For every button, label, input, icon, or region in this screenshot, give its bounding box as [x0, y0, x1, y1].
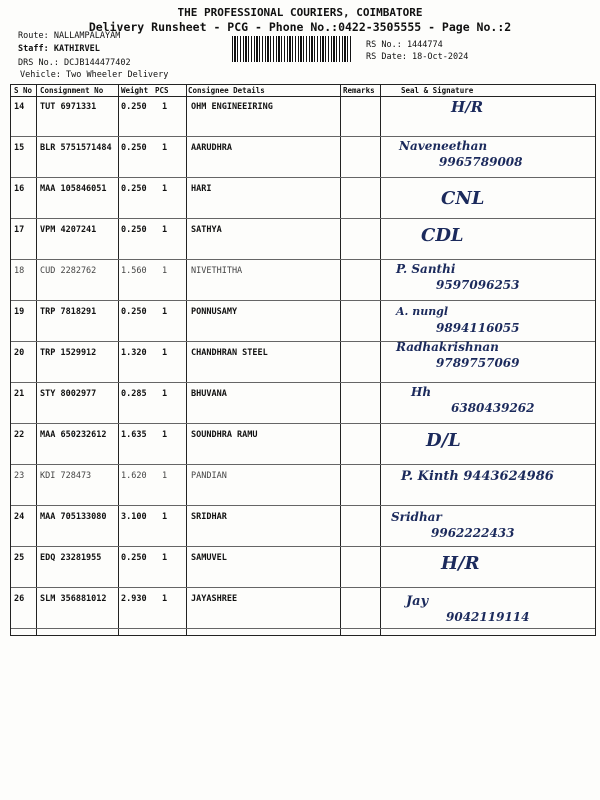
table-row — [11, 137, 595, 178]
signature: Jay — [406, 594, 429, 609]
cell-consignee: PANDIAN — [191, 471, 227, 481]
cell-consignee: OHM ENGINEEIRING — [191, 102, 273, 112]
cell-consignment: BLR 5751571484 — [40, 143, 112, 153]
cell-sno: 18 — [14, 266, 25, 276]
signature-phone: 9894116055 — [436, 321, 520, 335]
cell-pcs: 1 — [162, 594, 168, 604]
cell-sno: 25 — [14, 553, 25, 563]
col-consignee: Consignee Details — [188, 86, 265, 95]
row-divider — [11, 628, 595, 629]
cell-sno: 24 — [14, 512, 25, 522]
vehicle-label: Vehicle: Two Wheeler Delivery — [20, 70, 169, 80]
col-sno: S No — [14, 86, 33, 95]
cell-weight: 1.620 — [121, 471, 147, 481]
cell-consignment: MAA 705133080 — [40, 512, 107, 522]
cell-pcs: 1 — [162, 389, 168, 399]
cell-consignee: SAMUVEL — [191, 553, 227, 563]
table-row — [11, 342, 595, 383]
signature: H/R — [451, 98, 484, 116]
cell-weight: 1.560 — [121, 266, 147, 276]
signature-phone: 9965789008 — [439, 155, 523, 169]
col-weight: Weight — [121, 86, 149, 95]
signature: CNL — [441, 188, 485, 209]
cell-consignment: CUD 2282762 — [40, 266, 97, 276]
cell-pcs: 1 — [162, 471, 168, 481]
cell-consignment: TRP 1529912 — [40, 348, 97, 358]
barcode-image — [232, 36, 352, 62]
cell-consignee: JAYASHREE — [191, 594, 238, 604]
cell-sno: 20 — [14, 348, 25, 358]
cell-pcs: 1 — [162, 266, 168, 276]
cell-consignee: NIVETHITHA — [191, 266, 243, 276]
cell-sno: 14 — [14, 102, 25, 112]
cell-pcs: 1 — [162, 143, 168, 153]
signature-phone: 9962222433 — [431, 526, 515, 540]
col-consignment: Consignment No — [40, 86, 104, 95]
col-remarks: Remarks — [343, 86, 375, 95]
signature: H/R — [441, 553, 480, 574]
cell-pcs: 1 — [162, 184, 168, 194]
table-row — [11, 383, 595, 424]
cell-consignment: KDI 728473 — [40, 471, 92, 481]
cell-sno: 22 — [14, 430, 25, 440]
table-row — [11, 506, 595, 547]
signature: CDL — [421, 225, 464, 246]
signature-phone: 9597096253 — [436, 278, 520, 292]
cell-consignment: VPM 4207241 — [40, 225, 97, 235]
cell-weight: 0.250 — [121, 184, 147, 194]
cell-consignee: AARUDHRA — [191, 143, 232, 153]
company-title: THE PROFESSIONAL COURIERS, COIMBATORE — [177, 6, 423, 19]
cell-pcs: 1 — [162, 307, 168, 317]
cell-pcs: 1 — [162, 348, 168, 358]
cell-consignment: MAA 105846051 — [40, 184, 107, 194]
cell-consignee: CHANDHRAN STEEL — [191, 348, 268, 358]
cell-consignment: MAA 650232612 — [40, 430, 107, 440]
cell-consignee: BHUVANA — [191, 389, 227, 399]
signature: P. Kinth 9443624986 — [401, 469, 554, 484]
cell-pcs: 1 — [162, 430, 168, 440]
cell-sno: 17 — [14, 225, 25, 235]
cell-weight: 0.250 — [121, 553, 147, 563]
cell-pcs: 1 — [162, 512, 168, 522]
col-seal: Seal & Signature — [401, 86, 474, 95]
staff-label: Staff: KATHIRVEL — [18, 44, 100, 54]
cell-sno: 19 — [14, 307, 25, 317]
cell-weight: 0.250 — [121, 143, 147, 153]
table-row — [11, 424, 595, 465]
cell-weight: 0.285 — [121, 389, 147, 399]
runsheet-table — [10, 84, 596, 636]
cell-pcs: 1 — [162, 225, 168, 235]
table-row — [11, 547, 595, 588]
cell-consignment: EDQ 23281955 — [40, 553, 102, 563]
table-row — [11, 178, 595, 219]
cell-consignment: STY 8002977 — [40, 389, 97, 399]
cell-weight: 0.250 — [121, 102, 147, 112]
cell-pcs: 1 — [162, 102, 168, 112]
signature-phone: 9789757069 — [436, 356, 520, 370]
table-row — [11, 301, 595, 342]
rs-number: RS No.: 1444774 — [366, 40, 443, 50]
cell-sno: 26 — [14, 594, 25, 604]
cell-sno: 15 — [14, 143, 25, 153]
cell-weight: 0.250 — [121, 307, 147, 317]
cell-consignment: TUT 6971331 — [40, 102, 97, 112]
signature: A. nungl — [396, 305, 449, 318]
signature: Radhakrishnan — [396, 340, 499, 354]
route-label: Route: NALLAMPALAYAM — [18, 31, 121, 41]
table-row — [11, 260, 595, 301]
col-pcs: PCS — [155, 86, 169, 95]
signature: Hh — [411, 385, 432, 399]
cell-consignee: HARI — [191, 184, 212, 194]
table-row — [11, 588, 595, 629]
cell-consignee: SOUNDHRA RAMU — [191, 430, 258, 440]
runsheet-subtitle: Delivery Runsheet - PCG - Phone No.:0422-3505555 - Page No.:2 — [88, 20, 512, 34]
cell-weight: 1.635 — [121, 430, 147, 440]
cell-weight: 0.250 — [121, 225, 147, 235]
table-row — [11, 219, 595, 260]
table-row — [11, 465, 595, 506]
signature: Naveneethan — [399, 139, 488, 153]
cell-weight: 3.100 — [121, 512, 147, 522]
cell-pcs: 1 — [162, 553, 168, 563]
cell-sno: 23 — [14, 471, 25, 481]
cell-consignee: SRIDHAR — [191, 512, 227, 522]
cell-consignee: PONNUSAMY — [191, 307, 238, 317]
cell-weight: 2.930 — [121, 594, 147, 604]
cell-consignee: SATHYA — [191, 225, 222, 235]
table-row — [11, 96, 595, 137]
drs-label: DRS No.: DCJB144477402 — [18, 58, 131, 68]
cell-sno: 21 — [14, 389, 25, 399]
rs-date: RS Date: 18-Oct-2024 — [366, 52, 469, 62]
cell-consignment: TRP 7818291 — [40, 307, 97, 317]
signature: Sridhar — [391, 510, 442, 524]
cell-consignment: SLM 356881012 — [40, 594, 107, 604]
signature-phone: 9042119114 — [446, 610, 530, 624]
cell-sno: 16 — [14, 184, 25, 194]
signature: P. Santhi — [396, 262, 456, 276]
signature-phone: 6380439262 — [451, 401, 535, 415]
cell-weight: 1.320 — [121, 348, 147, 358]
signature: D/L — [426, 430, 461, 451]
